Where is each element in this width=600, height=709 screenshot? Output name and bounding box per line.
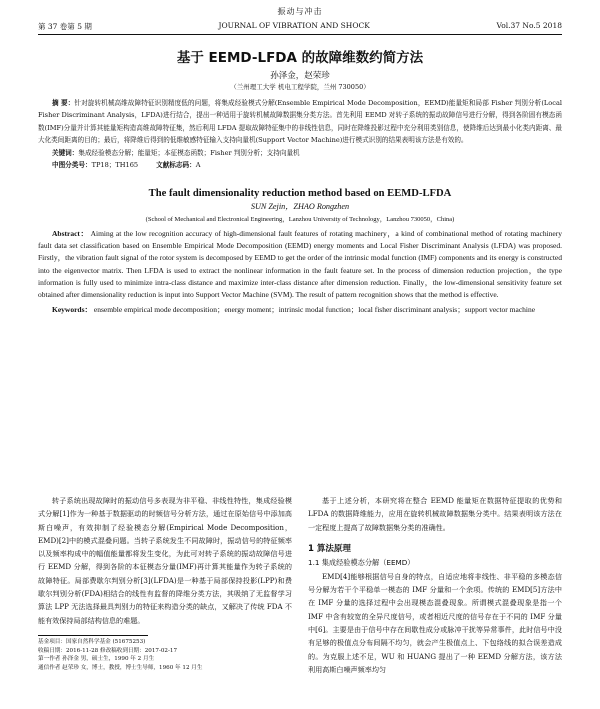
footnote-received: 收稿日期：2016-11-28 修改稿收到日期：2017-02-17 <box>38 647 178 654</box>
abstract-cn <box>38 97 562 147</box>
keywords-en <box>38 304 562 316</box>
footnote-corresponding: 通信作者 赵荣珍 女，博士，教授，博士生导师，1960 年 12 月生 <box>38 664 203 671</box>
abstract-en <box>38 228 562 302</box>
authors-cn: 孙泽金，赵荣珍 <box>270 71 330 81</box>
keywords-en-label: Keywords： <box>52 305 92 315</box>
footnote-rule <box>38 635 148 636</box>
keywords-cn-label: 关键词： <box>52 148 79 157</box>
running-header <box>38 21 562 35</box>
journal-en: JOURNAL OF VIBRATION AND SHOCK <box>218 21 370 30</box>
clc-label: 中图分类号： <box>52 160 92 169</box>
footnote-fund: 基金项目：国家自然科学基金 (51675253) <box>38 638 146 645</box>
abstract-en-label: Abstract： <box>52 228 89 238</box>
volume-cn: 第 37 卷第 5 期 <box>38 22 92 31</box>
affiliation-cn: （兰州理工大学 机电工程学院，兰州 730050） <box>230 83 370 91</box>
intro-paragraph: 转子系统出现故障时的振动信号多表现为非平稳、非线性特性，集成经验模式分解[1]作为一种基于数据驱动的时频信号分析方法，通过在原始信号中添加高斯白噪声，有效抑制了经验模态分解(Empirical Mode Decomposition，EMD)[2]中的模式混叠问题。当转子系统发生不同故障时，振动信号的特征频率以及频率构成中的幅值能量都将发生变化，为此可对转子系统的振动故障信号进行 EEMD 分解，得到各阶的本征模态分量(IMF)再计算其能量作为转子系统的故障特征。局部费歇尔判别分析[3](LFDA)是一种基于局部保持投影(LPP)和费歇尔判别分析(FDA)相结合的线性有监督的降维分类方法，其吸纳了无监督学习算法 LPP 无法选择最具判别力的特征来构造分类的缺点，又解决了传统 FDA 不能有效保持局部结构信息的难题。 <box>38 496 292 625</box>
journal-name-top: 振动与冲击 <box>277 7 323 16</box>
abstract-en-text: Aiming at the low recognition accuracy of high-dimensional fault features of rotating machinery，a kind of combinational method of rotating machinery fault data set classification based on Ensemble Empirical Mode Decomposition (EEMD) energy moments and Local Fisher Discriminant Analysis (LFDA) was proposed. Firstly，the vibration fault signal of the rotor system is decomposed by EEMD to get the order of the intrinsic modal function (IMF) components and its energy is constructed into the eigenvector matrix. Then LFDA is used to extract the nonlinear information in the fault feature set. In the process of dimension reduction projection，the type information is fully used to minimize intra-class distance and maximize inter-class distance after dimension reduction. Finally，the low-dimensional sensitivity feature set obtained after dimensionality reduction is input into Support Vector Machine (SVM). The result of pattern recognition shows that the method is effective. <box>38 228 562 300</box>
abstract-cn-text: 针对旋转机械高维故障特征识别精度低的问题，将集成经验模式分解(Ensemble Empirical Mode Decomposition，EEMD)能量矩和局部 Fisher 判别分析(Local Fisher Discriminant Analysis，LFDA)进行结合，提出一种适用于旋转机械故障数据集分类方法。首先利用 EEMD 对转子系统的振动故障信号进行分解，得到各阶固有模态函数(IMF)分量并计算其能量矩构造高维故障特征集，然后利用 LFDA 提取故障特征集中的非线性信息，同时在降维投影过程中充分利用类别信息，使降维后达到最小化类内距离、最大化类间距离的目的；最后，将降维后得到的低维敏感特征输入支持向量机(Support Vector Machine)进行模式识别的结果表明该方法是有效的。 <box>38 99 562 145</box>
eemd-paragraph: EMD[4]能够根据信号自身的特点，自适应地将非线性、非平稳的多模态信号分解为若干个平稳单一模态的 IMF 分量和一个余项。传统的 EMD[5]方法中在 IMF 分量的选择过程中会出现模态混叠现象。所谓模式混叠现象是指一个 IMF 中含有较宽的全异尺度信号，或者相近尺度的信号存在于不同的 IMF 分量中[6]。主要是由于信号中存在间歇性成分或脉冲干扰等异常事件，此时信号中没有足够的极值点分布间隔不均匀，就会产生极值点上、下包络线的拟合误差造成的。为克服上述不足，WU 和 HUANG 提出了一种 EEMD 分解方法，该方法利用高斯白噪声频率均匀 <box>308 571 562 674</box>
keywords-cn <box>38 147 562 159</box>
authors-en: SUN Zejin，ZHAO Rongzhen <box>250 201 350 211</box>
section-heading-1: 1 算法原理 <box>308 543 351 554</box>
abstract-cn-label: 摘 要： <box>52 99 75 107</box>
classification-cn <box>38 159 562 171</box>
volume-en: Vol.37 No.5 2018 <box>496 21 562 30</box>
summary-paragraph: 基于上述分析，本研究将在整合 EEMD 能量矩在数据特征提取的优势和 LFDA 的数据降维能力，应用在旋转机械故障数据集分类中。结果表明该方法在一定程度上提高了故障数据集分类的准确性。 <box>308 496 562 532</box>
title-en: The fault dimensionality reduction method based on EEMD-LFDA <box>148 187 452 199</box>
body-left-column <box>38 494 292 676</box>
footnote-first-author: 第一作者 孙泽金 男，硕士生，1990 年 2 月生 <box>38 656 155 663</box>
body-right-column <box>308 494 562 676</box>
subsection-heading-1-1: 1.1 集成经验模态分解（EEMD） <box>308 557 415 567</box>
keywords-en-text: ensemble empirical mode decomposition；energy moment；intrinsic modal function；local fisher discriminant analysis；support vector machine <box>93 305 536 315</box>
keywords-cn-text: 集成经验模态分解；能量矩；本征模态函数；Fisher 判别分析；支持向量机 <box>78 148 300 157</box>
clc-value: TP18；TH165 <box>91 160 139 169</box>
doc-code-value: A <box>195 160 201 169</box>
doc-code-label: 文献标志码： <box>156 160 196 169</box>
title-cn: 基于 EEMD-LFDA 的故障维数约简方法 <box>176 50 424 66</box>
affiliation-en: (School of Mechanical and Electronical Engineering，Lanzhou University of Technology，Lanzhou 730050，China) <box>145 215 455 223</box>
footnotes <box>38 638 292 672</box>
body-columns <box>38 494 562 676</box>
